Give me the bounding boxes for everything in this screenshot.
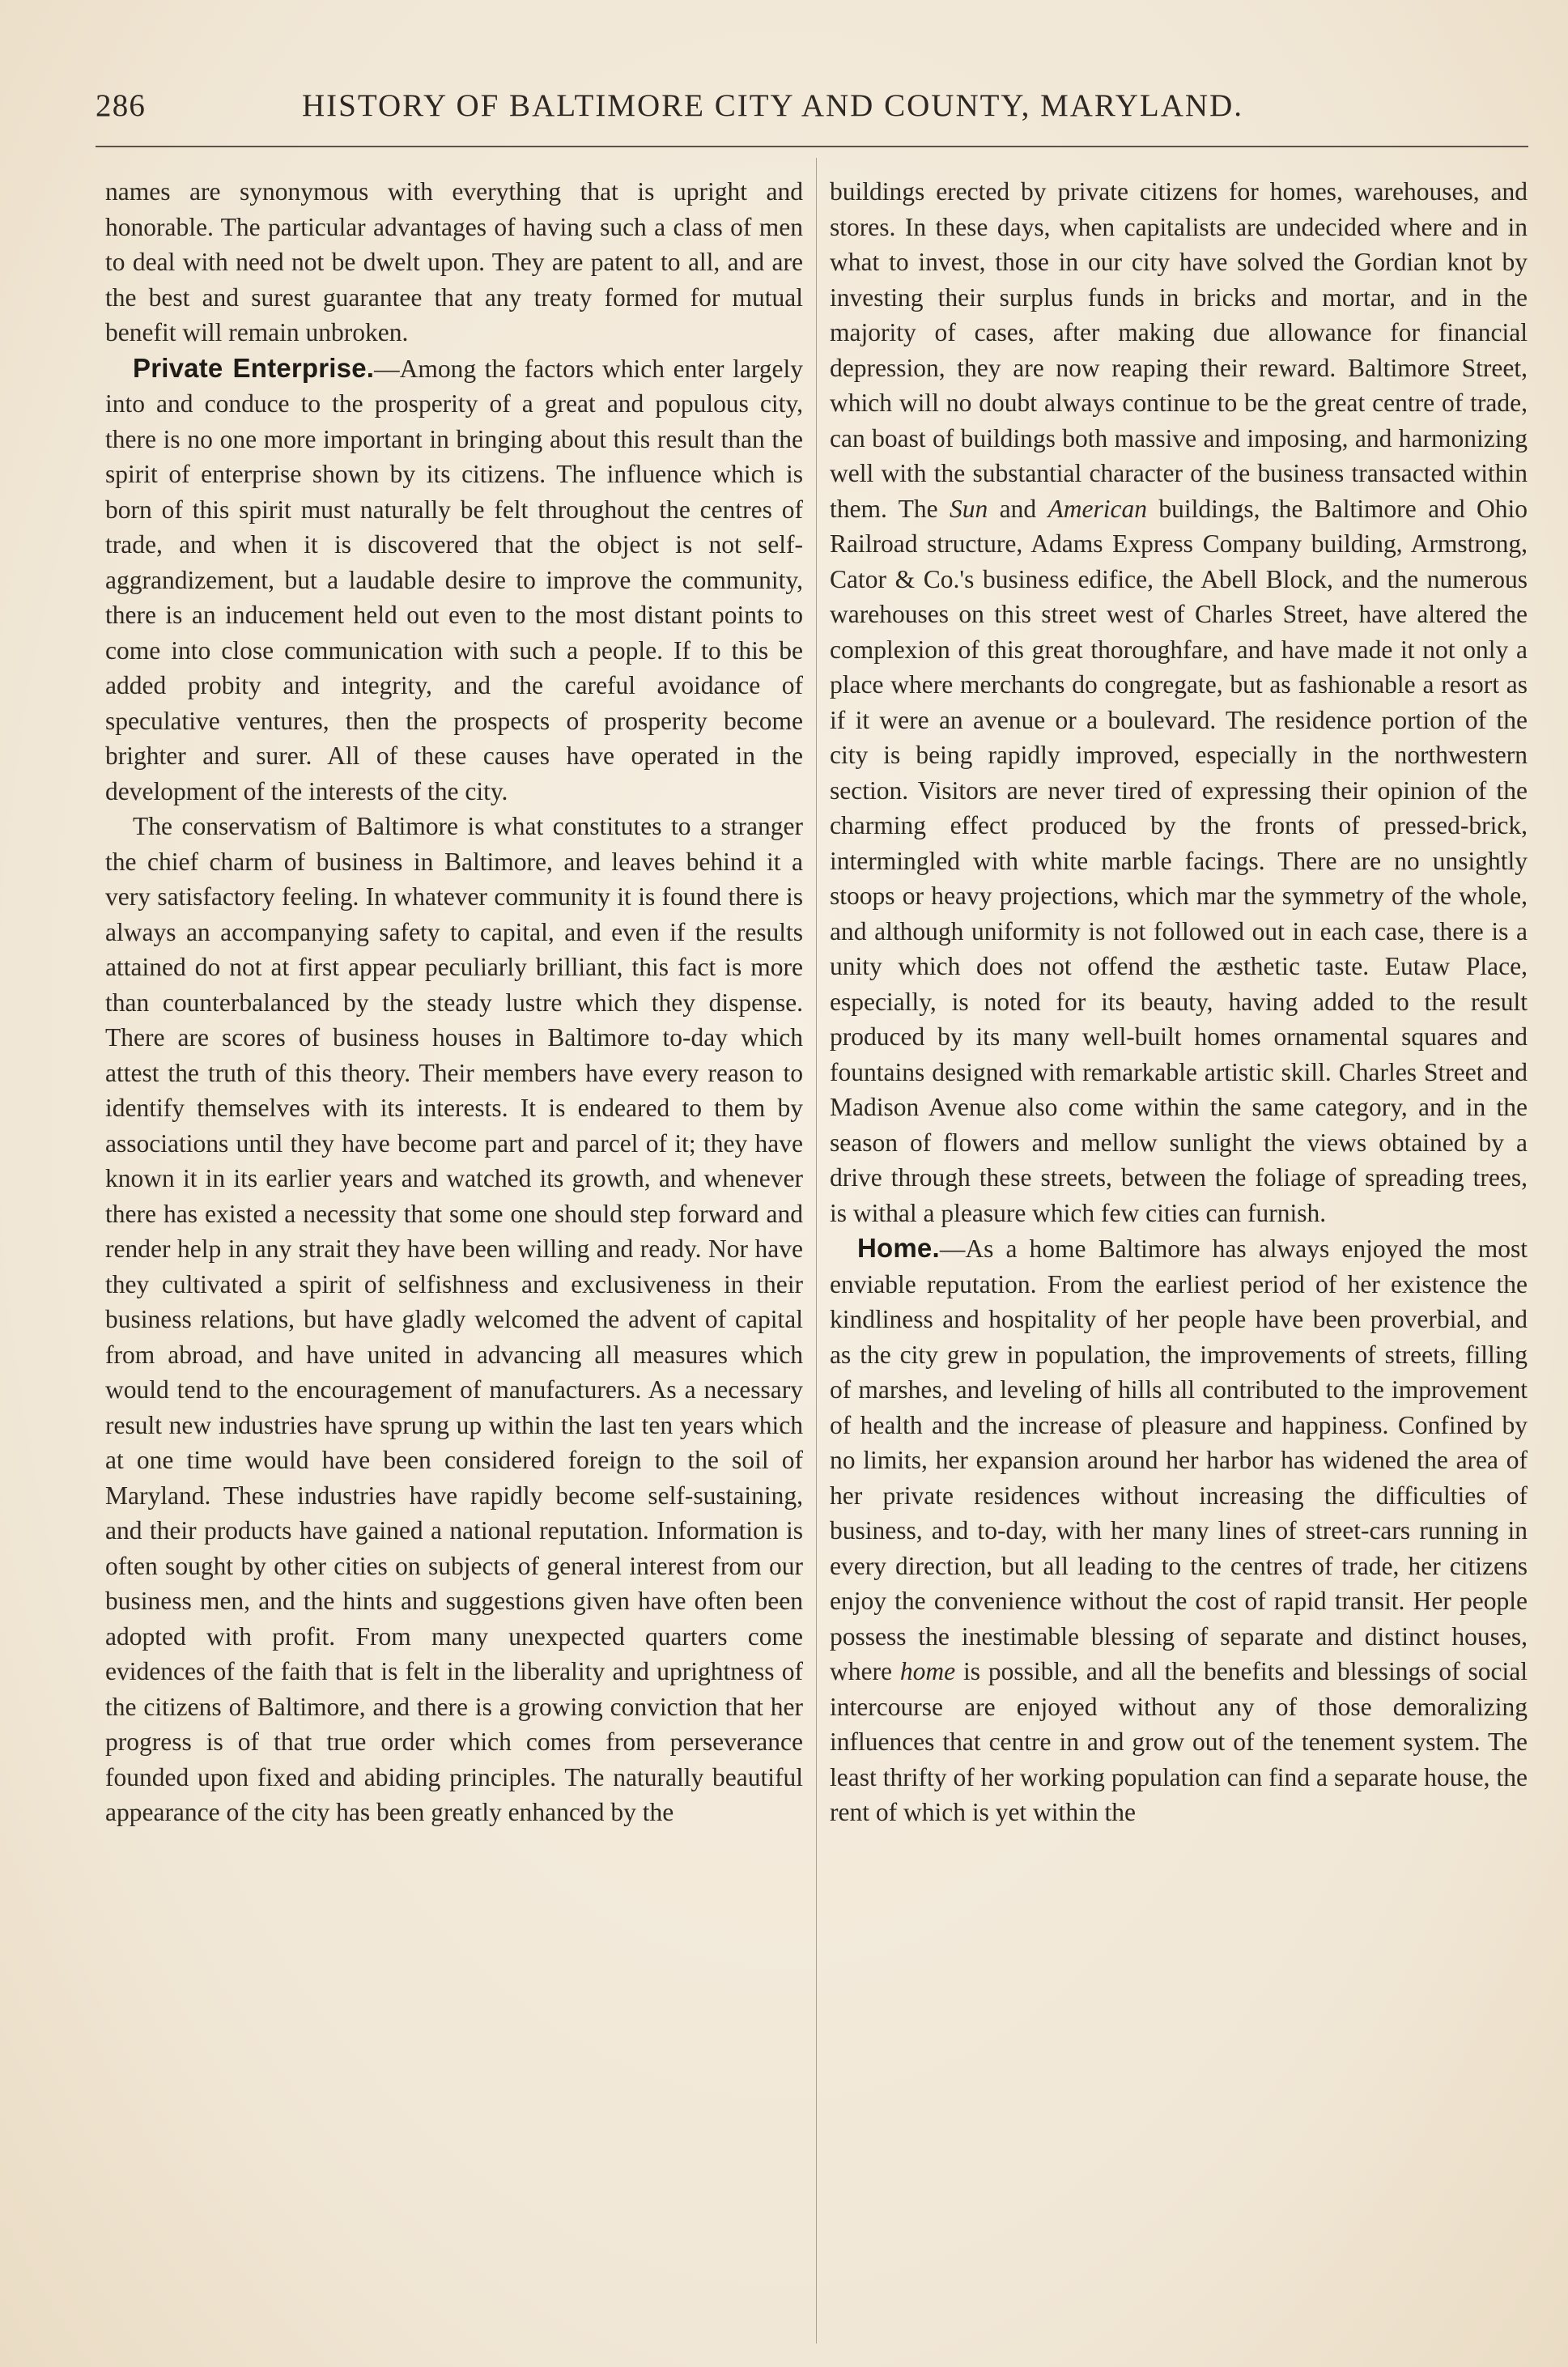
paragraph-text: buildings, the Baltimore and Ohio Railroad structure, Adams Express Company building, Armstrong, Cator & Co.'s business edifice, the Abell Block, and the numerous warehouses on this street west of Charles Street, have altered the complexion of this great thoroughfare, and have made it not only a place where merchants do congregate, but as fashionable a resort as if it were an avenue or a boulevard. The residence portion of the city is being rapidly improved, especially in the northwestern section. Visitors are never tired of expressing their opinion of the charming effect produced by the fronts of pressed-brick, intermingled with white marble facings. There are no unsightly stoops or heavy projections, which mar the symmetry of the whole, and although uniformity is not followed out in each case, there is a unity which does not offend the æsthetic taste. Eutaw Place, especially, is noted for its beauty, having added to the result produced by its many well-built homes ornamental squares and fountains designed with remarkable artistic skill. Charles Street and Madison Avenue also come within the same category, and in the season of flowers and mellow sunlight the views obtained by a drive through these streets, between the foliage of spreading trees, is withal a pleasure which few cities can furnish. <box>830 494 1528 1227</box>
running-head <box>96 87 1528 136</box>
paragraph-conservatism: The conservatism of Baltimore is what constitutes to a stranger the chief charm of business in Baltimore, and leaves behind it a very satisfactory feeling. In whatever community it is found there is always an accompanying safety to capital, and even if the results attained do not at first appear peculiarly brilliant, this fact is more than counterbalanced by the steady lustre which they dispense. There are scores of business houses in Baltimore to-day which attest the truth of this theory. Their members have every reason to identify themselves with its interests. It is endeared to them by associations until they have become part and parcel of it; they have known it in its earlier years and watched its growth, and whenever there has existed a necessity that some one should step forward and render help in any strait they have been willing and ready. Nor have they cultivated a spirit of selfishness and exclusiveness in their business relations, but have gladly welcomed the advent of capital from abroad, and have united in advancing all measures which would tend to the encouragement of manufacturers. As a necessary result new industries have sprung up within the last ten years which at one time would have been considered foreign to the soil of Maryland. These industries have rapidly become self-sustaining, and their products have gained a national reputation. Information is often sought by other cities on subjects of general interest from our business men, and the hints and suggestions given have often been adopted with profit. From many unexpected quarters come evidences of the faith that is felt in the liberality and uprightness of the citizens of Baltimore, and there is a growing conviction that her progress is of that true order which comes from perseverance founded upon fixed and abiding principles. The naturally beautiful appearance of the city has been greatly enhanced by the <box>105 812 803 1826</box>
header-rule <box>96 146 1528 147</box>
column-divider <box>816 158 817 2344</box>
paragraph-text: —Among the factors which enter largely into and conduce to the prosperity of a great and populous city, there is no one more important in bringing about this result than the spirit of enterprise shown by its citizens. The influence which is born of this spirit must naturally be felt throughout the centres of trade, and when it is discovered that the object is not self-aggrandizement, but a laudable desire to improve the community, there is an inducement held out even to the most distant points to come into close communication with such a people. If to this be added probity and integrity, and the careful avoidance of speculative ventures, then the prospects of prosperity become brighter and surer. All of these causes have operated in the development of the interests of the city. <box>105 354 803 805</box>
newspaper-name-sun: Sun <box>950 494 988 523</box>
running-title: HISTORY OF BALTIMORE CITY AND COUNTY, MARYLAND. <box>302 88 1243 123</box>
paragraph-continuation: names are synonymous with everything that is upright and honorable. The particular advantages of having such a class of men to deal with need not be dwelt upon. They are patent to all, and are the best and surest guarantee that any treaty formed for mutual benefit will remain unbroken. <box>105 177 803 346</box>
right-column <box>830 174 1528 1830</box>
left-column <box>105 174 803 1830</box>
paragraph-private-enterprise <box>105 351 803 810</box>
paragraph-text: is possible, and all the benefits and blessings of social intercourse are enjoyed without any of those demoralizing influences that centre in and grow out of the tenement system. The least thrifty of her working population can find a separate house, the rent of which is yet within the <box>830 1657 1528 1826</box>
newspaper-name-american: American <box>1047 494 1147 523</box>
section-heading-home: Home. <box>857 1233 940 1263</box>
emphasis-home: home <box>899 1657 956 1685</box>
paragraph-home <box>830 1230 1528 1830</box>
page-number: 286 <box>96 88 147 123</box>
paragraph-buildings <box>830 174 1528 1230</box>
paragraph-text: —As a home Baltimore has always enjoyed the most enviable reputation. From the earliest period of her existence the kindliness and hospitality of her people have been proverbial, and as the city grew in population, the improvements of streets, filling of marshes, and leveling of hills all contributed to the improvement of health and the increase of pleasure and happiness. Confined by no limits, her expansion around her harbor has widened the area of her private residences without increasing the difficulties of business, and to-day, with her many lines of street-cars running in every direction, but all leading to the centres of trade, her citizens enjoy the convenience without the cost of rapid transit. Her people possess the inestimable blessing of separate and distinct houses, where <box>830 1234 1528 1685</box>
section-heading-private-enterprise: Private Enterprise. <box>133 352 375 383</box>
paragraph-text: buildings erected by private citizens for homes, warehouses, and stores. In these days, when capitalists are undecided where and in what to invest, those in our city have solved the Gordian knot by investing their surplus funds in bricks and mortar, and in the majority of cases, after making due allowance for financial depression, they are now reaping their reward. Baltimore Street, which will no doubt always continue to be the great centre of trade, can boast of buildings both massive and imposing, and harmonizing well with the substantial character of the business transacted within them. The <box>830 177 1528 523</box>
paragraph-text: and <box>988 494 1048 523</box>
